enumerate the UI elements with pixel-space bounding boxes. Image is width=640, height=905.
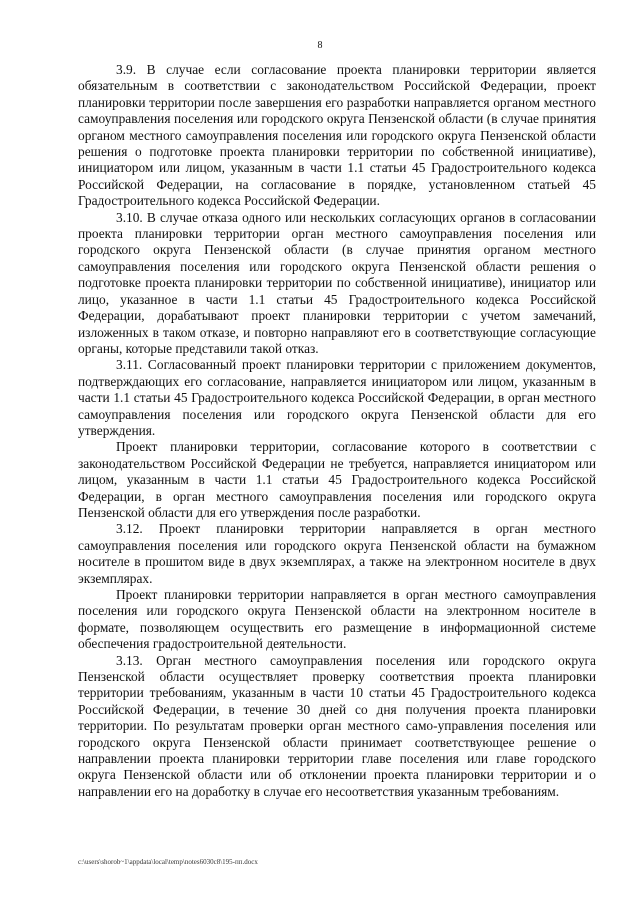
document-body <box>78 62 596 800</box>
page-number: 8 <box>317 40 323 51</box>
paragraph-3-10: 3.10. В случае отказа одного или нескольких согласующих органов в согласовании проекта планировки территории орган местного самоуправления поселения или городского округа Пензенской области (в случае принятия органом местного самоуправления поселения или городского округа Пензенской области решения о подготовке проекта планировки территории по собственной инициативе), инициатор или лицо, указанное в части 1.1 статьи 45 Градостроительного кодекса Российской Федерации, дорабатывают проект планировки территории с учетом замечаний, изложенных в таком отказе, и повторно направляют его в соответствующие согласующие органы, которые представили такой отказ. <box>78 209 596 356</box>
paragraph-3-12: 3.12. Проект планировки территории направляется в орган местного самоуправления поселения или городского округа Пензенской области на бумажном носителе в прошитом виде в двух экземплярах, а также на электронном носителе в двух экземплярах. <box>78 521 596 586</box>
paragraph-3-13: 3.13. Орган местного самоуправления поселения или городского округа Пензенской области осуществляет проверку соответствия проекта планировки территории требованиям, указанным в части 10 статьи 45 Градостроительного кодекса Российской Федерации, в течение 30 дней со дня получения проекта планировки территории. По результатам проверки орган местного само-управления поселения или городского округа Пензенской области принимает соответствующее решение о направлении проекта планировки территории главе поселения или главе городского округа Пензенской области или об отклонении проекта планировки территории и о направлении его на доработку в случае его несоответствия указанным требованиям. <box>78 652 596 799</box>
paragraph-3-11: 3.11. Согласованный проект планировки территории с приложением документов, подтверждающих его согласование, направляется инициатором или лицом, указанным в части 1.1 статьи 45 Градостроительного кодекса Российской Федерации, в орган местного самоуправления поселения или городского округа Пензенской области для его утверждения. <box>78 357 596 438</box>
footer-file-path: c:\users\shorob~1\appdata\local\temp\notes6030c8\195-пп.docx <box>78 858 258 866</box>
paragraph-3-12-continued: Проект планировки территории направляется в орган местного самоуправления поселения или городского округа Пензенской области на электронном носителе в формате, позволяющем осуществить его размещение в информационной системе обеспечения градостроительной деятельности. <box>78 587 596 652</box>
paragraph-3-9: 3.9. В случае если согласование проекта планировки территории является обязательным в соответствии с законодательством Российской Федерации, проект планировки территории после завершения его разработки направляется органом местного самоуправления поселения или городского округа Пензенской области (в случае принятия органом местного самоуправления поселения или городского округа Пензенской области решения о подготовке проекта планировки территории по собственной инициативе), инициатором или лицом, указанным в части 1.1 статьи 45 Градостроительного кодекса Российской Федерации, на согласование в порядке, установленном статьей 45 Градостроительного кодекса Российской Федерации. <box>78 62 596 209</box>
paragraph-3-11-continued: Проект планировки территории, согласование которого в соответствии с законодательством Российской Федерации не требуется, направляется инициатором или лицом, указанным в части 1.1 статьи 45 Градостроительного кодекса Российской Федерации, в орган местного самоуправления поселения или городского округа Пензенской области для его утверждения после разработки. <box>78 439 596 520</box>
